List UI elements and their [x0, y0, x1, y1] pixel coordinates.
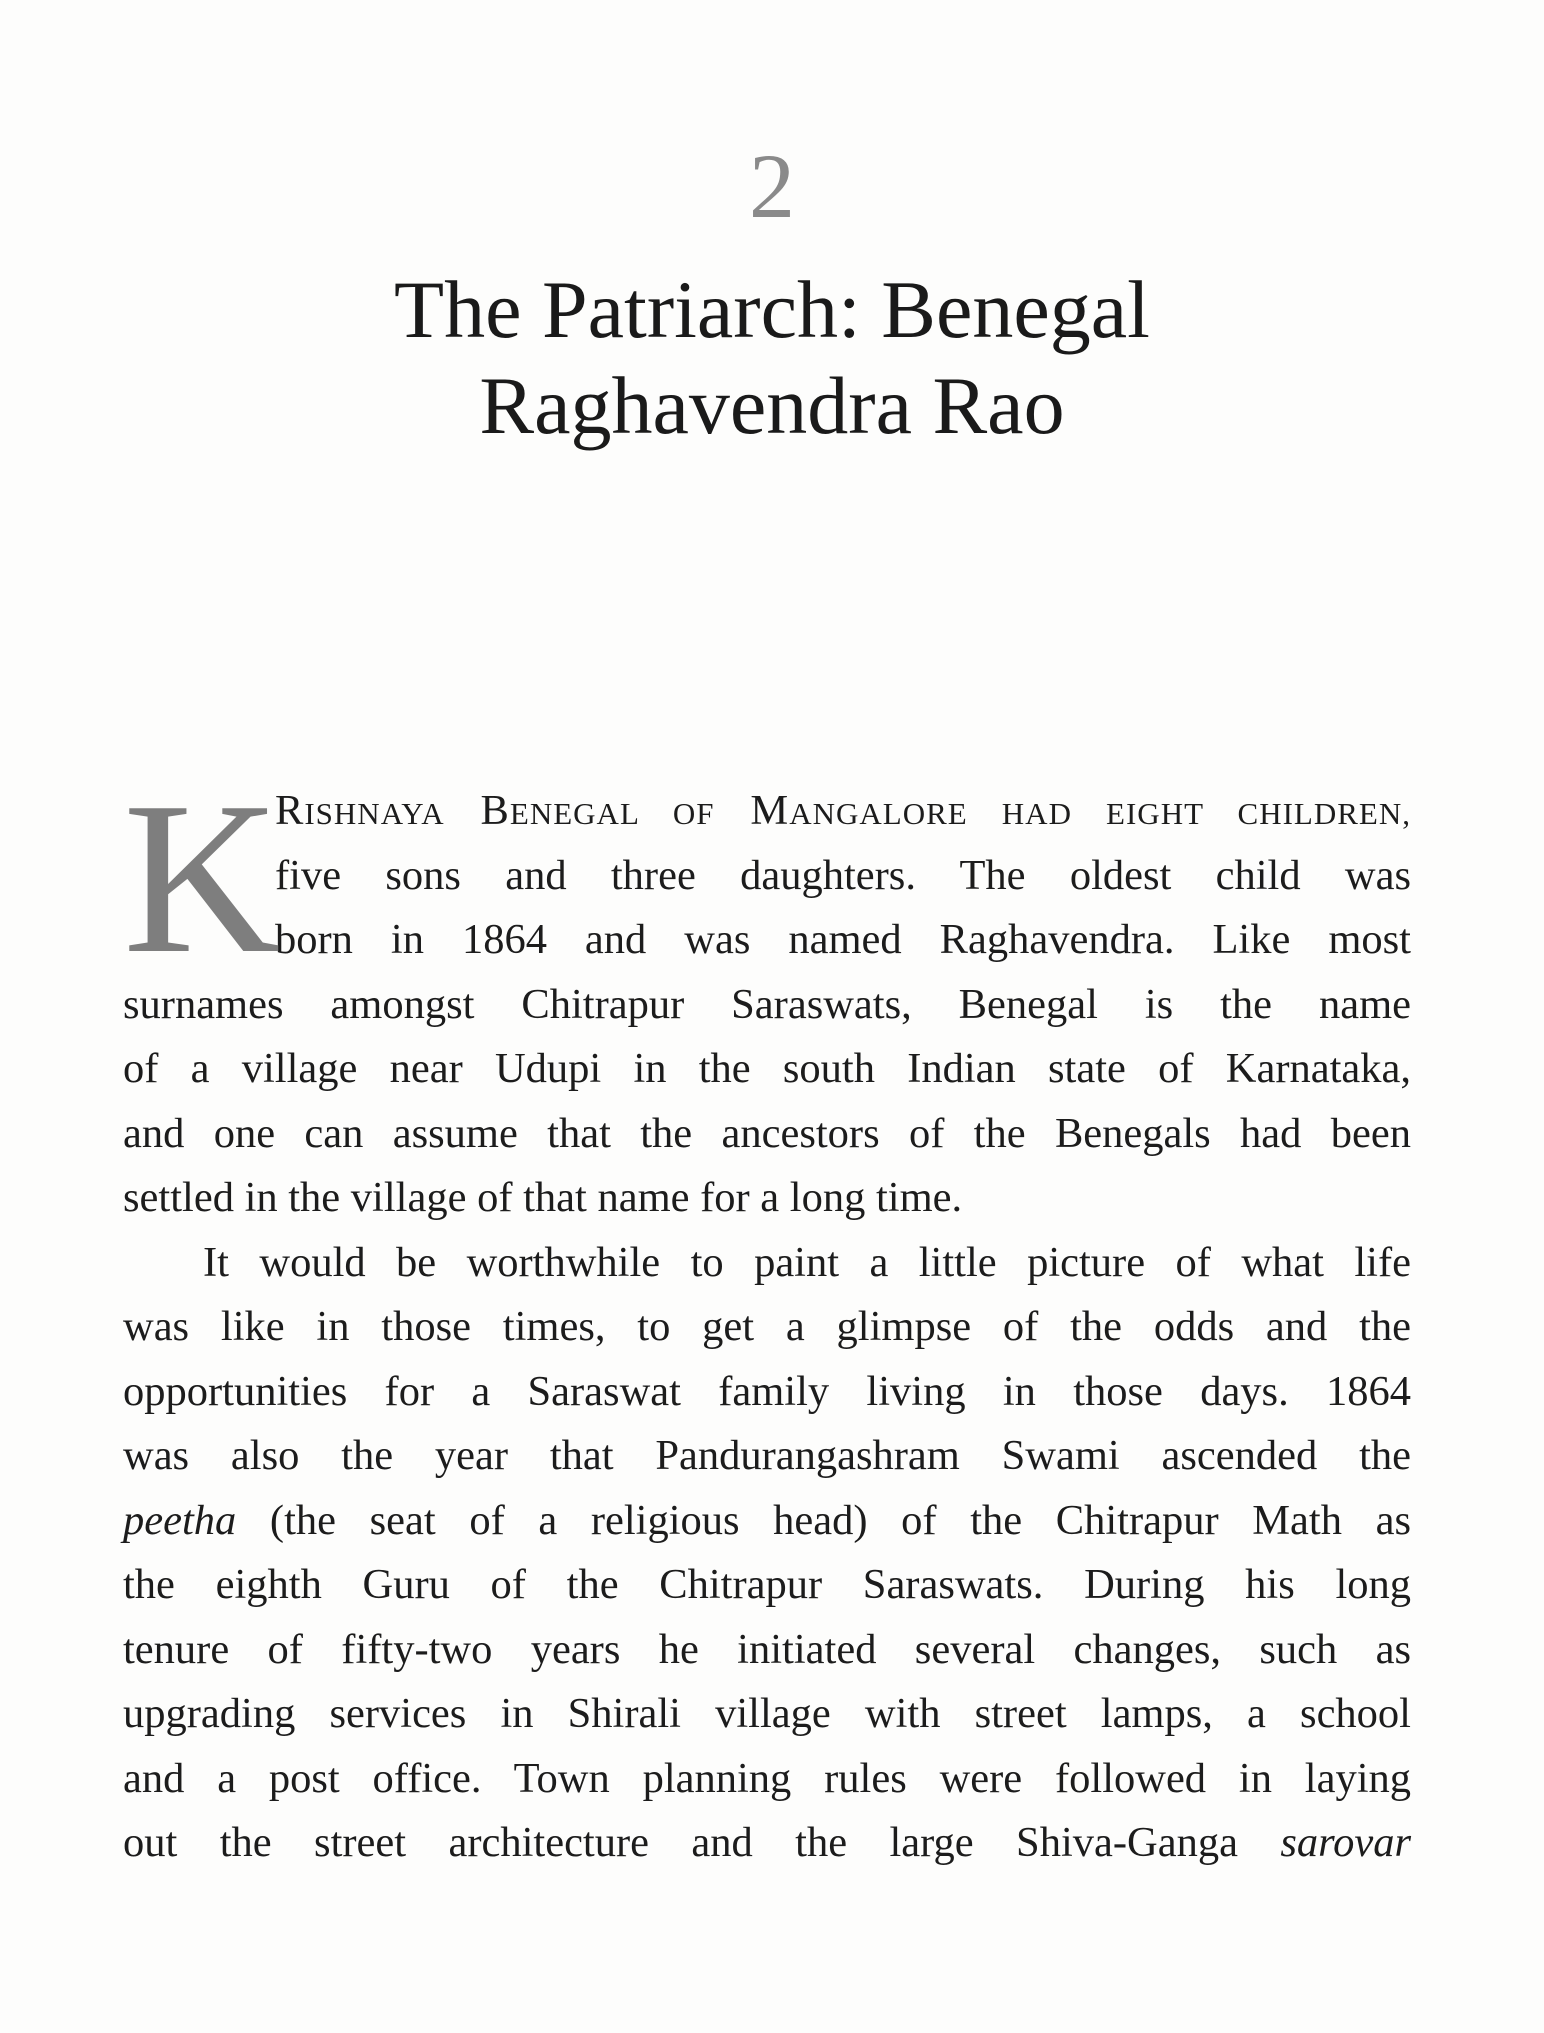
chapter-number: 2 — [749, 135, 795, 237]
body-line: of a village near Udupi in the south Indian state of Karnataka, — [123, 1045, 1411, 1092]
italic-term: sarovar — [1280, 1819, 1411, 1866]
body-line: settled in the village of that name for a long time. — [123, 1174, 963, 1221]
chapter-title — [0, 262, 1544, 454]
drop-cap: K — [123, 758, 281, 999]
body-line: surnames amongst Chitrapur Saraswats, Benegal is the name — [123, 980, 1411, 1028]
body-line: It would be worthwhile to paint a little picture of what life — [203, 1238, 1411, 1286]
body-line: was like in those times, to get a glimpse of the odds and the — [123, 1303, 1411, 1350]
italic-term: peetha — [123, 1496, 237, 1544]
body-line: upgrading services in Shirali village with street lamps, a school — [123, 1690, 1411, 1737]
body-line: out the street architecture and the large Shiva-Ganga sarovar — [123, 1819, 1411, 1866]
body-line: tenure of fifty-two years he initiated several changes, such as — [123, 1625, 1411, 1673]
chapter-title-line-1: The Patriarch: Benegal — [394, 264, 1150, 355]
body-line: the eighth Guru of the Chitrapur Saraswats. During his long — [123, 1561, 1411, 1608]
body-line: peetha (the seat of a religious head) of the Chitrapur Math as — [123, 1496, 1411, 1544]
chapter-body — [123, 758, 1412, 1876]
body-line: five sons and three daughters. The oldest child was — [275, 851, 1411, 899]
body-line: was also the year that Pandurangashram Swami ascended the — [123, 1432, 1411, 1479]
body-line: born in 1864 and was named Raghavendra. Like most — [275, 916, 1411, 963]
body-line: and one can assume that the ancestors of the Benegals had been — [123, 1109, 1411, 1157]
body-line: RISHNAYA BENEGAL OF MANGALORE HAD EIGHT CHILDREN, — [275, 787, 1412, 834]
body-line: and a post office. Town planning rules were followed in laying — [123, 1754, 1411, 1802]
body-line: opportunities for a Saraswat family living in those days. 1864 — [123, 1367, 1411, 1415]
chapter-title-line-2: Raghavendra Rao — [479, 360, 1065, 451]
